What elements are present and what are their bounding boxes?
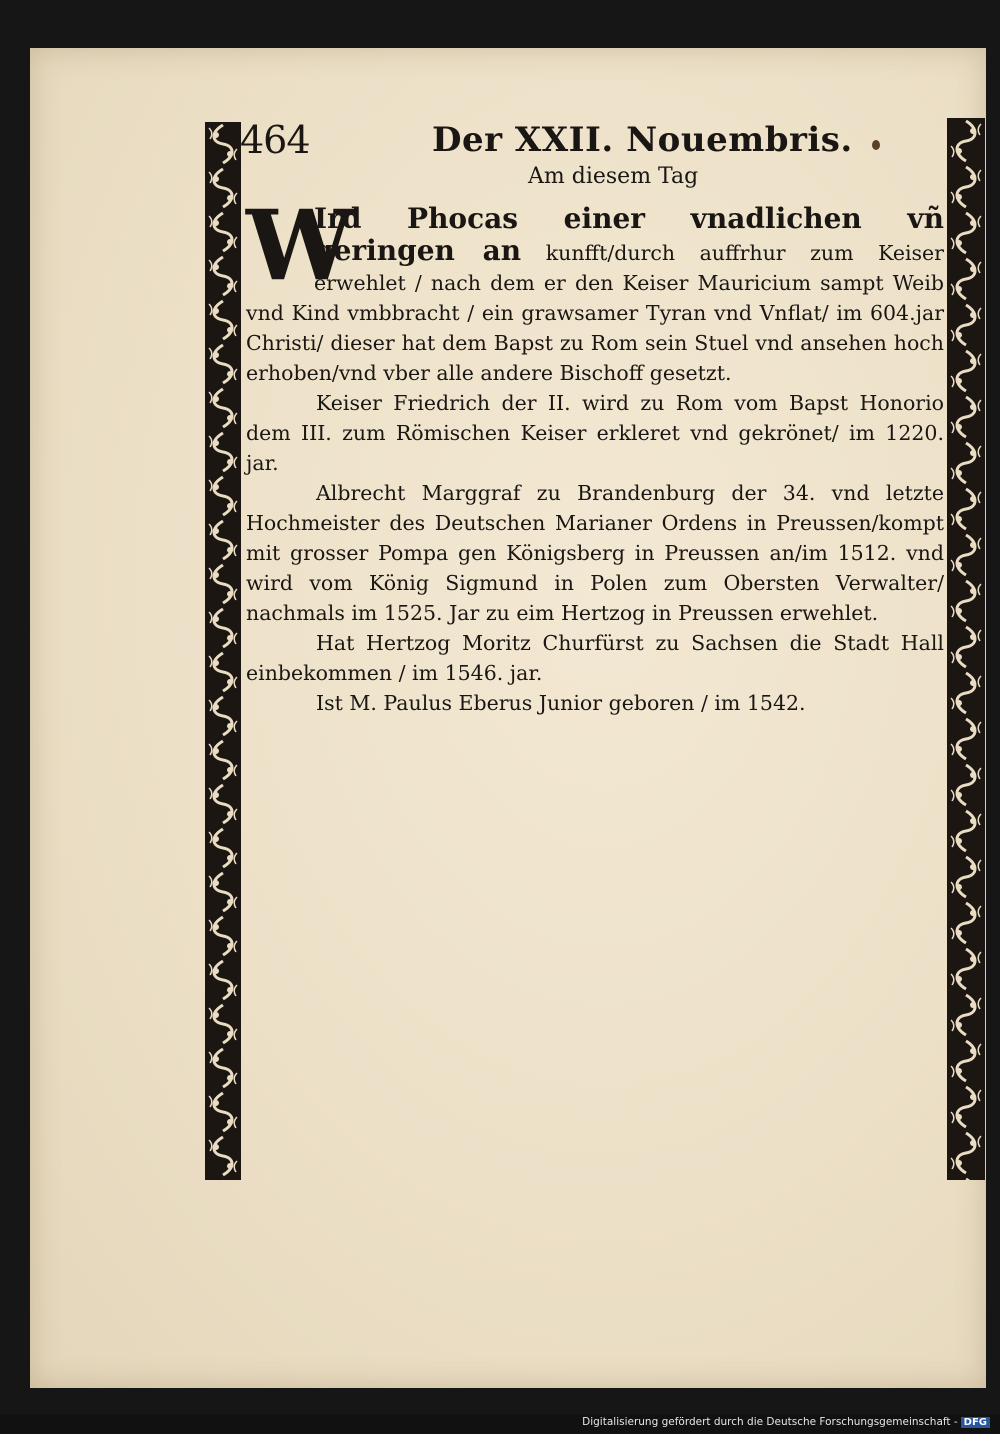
- page-number: 464: [240, 118, 310, 162]
- credit-text: Digitalisierung gefördert durch die Deutsche Forschungsgemeinschaft -: [582, 1416, 958, 1428]
- entry-moritz: Hat Hertzog Moritz Churfürst zu Sachsen die Stadt Hall einbekommen / im 1546. jar.: [246, 631, 944, 685]
- section-subheading: Am diesem Tag: [528, 164, 699, 189]
- entry-eberus: Ist M. Paulus Eberus Junior geboren / im 1542.: [316, 691, 806, 715]
- entry-text: kunfft/durch auffrhur zum Keiser erwehlet / nach dem er den Keiser Mauricium sampt Weib vnd Kind vmbbracht / ein grawsamer Tyran vnd Vnflat/ im 604.jar Christi/ dieser hat dem Bapst zu Rom sein Stuel vnd ansehen hoch erhoben/vnd vber alle andere Bischoff gesetzt.: [246, 241, 944, 385]
- page-title: Der XXII. Nouembris.: [432, 120, 853, 160]
- ink-spot: [872, 140, 880, 150]
- entry-friedrich: Keiser Friedrich der II. wird zu Rom vom Bapst Honorio dem III. zum Römischen Keiser erkleret vnd gekrönet/ im 1220. jar.: [246, 391, 944, 475]
- decorated-initial: W: [246, 189, 354, 302]
- ornamental-border-right: [947, 118, 985, 1180]
- entry-phocas: [246, 189, 944, 388]
- ornamental-border-left: [205, 122, 241, 1180]
- page-header: [240, 118, 940, 168]
- digitization-credit: [582, 1416, 990, 1428]
- dfg-logo: DFG: [961, 1417, 990, 1428]
- entry-albrecht: Albrecht Marggraf zu Brandenburg der 34. vnd letzte Hochmeister des Deutschen Marianer Ordens in Preussen/kompt mit grosser Pompa gen Königsberg in Preussen an/im 1512. vnd wird vom König Sigmund in Polen zum Obersten Verwalter/ nachmals im 1525. Jar zu eim Hertzog in Preussen erwehlet.: [246, 481, 944, 625]
- page-content: [246, 189, 944, 718]
- entry-lead-text: Ird Phocas einer vnadlichen vñ geringen an: [314, 202, 944, 267]
